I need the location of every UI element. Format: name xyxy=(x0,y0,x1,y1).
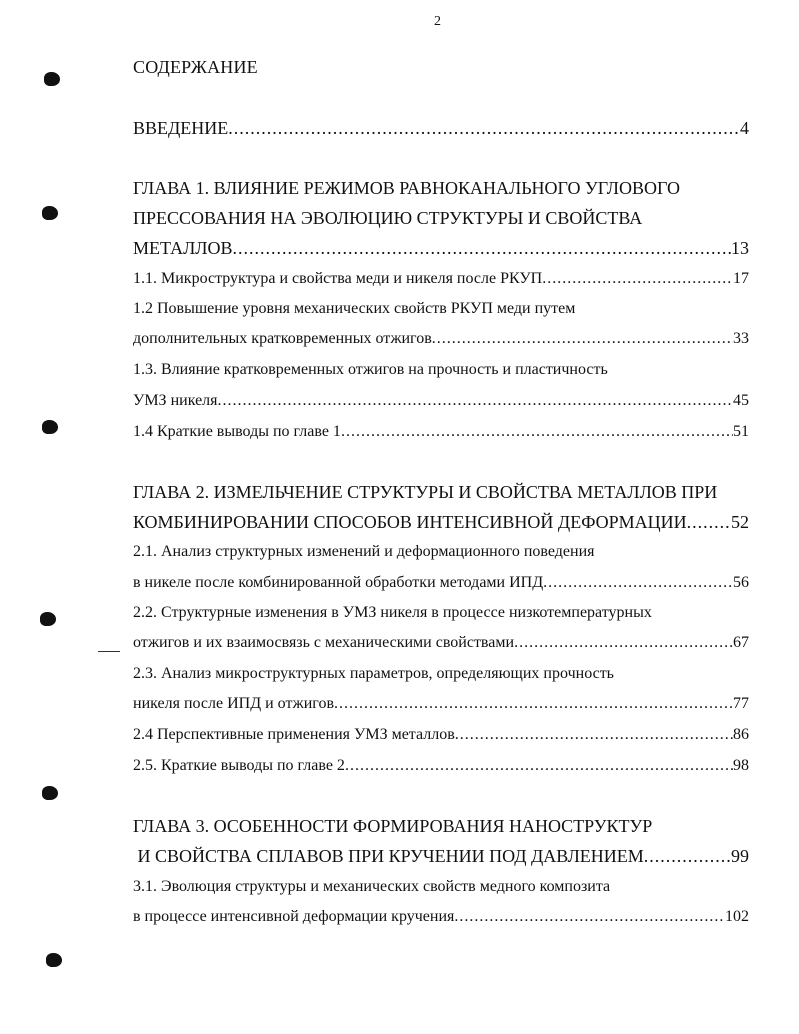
toc-entry-text: 1.3. Влияние кратковременных отжигов на прочность и пластичность xyxy=(133,361,608,378)
toc-entry-text-line xyxy=(133,665,749,683)
toc-entry-text: 2.5. Краткие выводы по главе 2 xyxy=(133,757,345,774)
toc-page-number: 4 xyxy=(740,118,749,138)
toc-page-number: 99 xyxy=(731,846,749,866)
toc-entry-text: 2.2. Структурные изменения в УМЗ никеля в процессе низкотемпературных xyxy=(133,604,652,621)
chapter-heading-text: ПРЕССОВАНИЯ НА ЭВОЛЮЦИЮ СТРУКТУРЫ И СВОЙСТВА xyxy=(133,208,643,228)
toc-page-number: 45 xyxy=(733,392,749,409)
chapter-heading xyxy=(133,178,749,199)
toc-entry-text: никеля после ИПД и отжигов xyxy=(133,695,334,712)
scan-dash xyxy=(98,651,120,652)
toc-entry-text: 2.1. Анализ структурных изменений и деформационного поведения xyxy=(133,543,595,560)
leader-dots xyxy=(455,726,733,744)
toc-entry-text-line xyxy=(133,300,749,318)
toc-entry-text: И СВОЙСТВА СПЛАВОВ ПРИ КРУЧЕНИИ ПОД ДАВЛЕНИЕМ xyxy=(133,846,644,866)
chapter-heading-text: ГЛАВА 3. ОСОБЕННОСТИ ФОРМИРОВАНИЯ НАНОСТРУКТУР xyxy=(133,816,653,836)
toc-entry-2-3[interactable] xyxy=(133,695,749,713)
toc-entry-2-2[interactable] xyxy=(133,634,749,652)
scan-speck xyxy=(40,612,56,626)
scan-speck xyxy=(42,206,58,220)
leader-dots xyxy=(514,634,733,652)
toc-page-number: 51 xyxy=(733,423,749,440)
toc-entry-2-1[interactable] xyxy=(133,574,749,592)
toc-page-number: 17 xyxy=(733,270,749,287)
toc-page-number: 67 xyxy=(733,634,749,651)
toc-entry-text: 1.1. Микроструктура и свойства меди и никеля после РКУП xyxy=(133,270,543,287)
toc-entry-1-1[interactable] xyxy=(133,270,749,288)
toc-entry-intro[interactable] xyxy=(133,118,749,139)
toc-entry-text: УМЗ никеля xyxy=(133,392,218,409)
chapter-heading-text: ГЛАВА 1. ВЛИЯНИЕ РЕЖИМОВ РАВНОКАНАЛЬНОГО УГЛОВОГО xyxy=(133,178,680,198)
toc-entry-chapter3[interactable] xyxy=(133,846,749,867)
toc-entry-2-5[interactable] xyxy=(133,757,749,775)
toc-page-number: 56 xyxy=(733,574,749,591)
toc-page-number: 77 xyxy=(733,695,749,712)
toc-entry-text: отжигов и их взаимосвязь с механическими свойствами xyxy=(133,634,515,651)
toc-page-number: 102 xyxy=(725,908,749,925)
scan-speck xyxy=(42,420,58,434)
leader-dots xyxy=(432,330,733,348)
leader-dots xyxy=(542,270,733,288)
toc-entry-text: 3.1. Эволюция структуры и механических свойств медного композита xyxy=(133,878,611,895)
toc-entry-text: 2.4 Перспективные применения УМЗ металлов xyxy=(133,726,455,743)
toc-entry-text: 2.3. Анализ микроструктурных параметров, определяющих прочность xyxy=(133,665,614,682)
toc-entry-text-line xyxy=(133,604,749,622)
toc-entry-text: КОМБИНИРОВАНИИ СПОСОБОВ ИНТЕНСИВНОЙ ДЕФОРМАЦИИ xyxy=(133,512,687,532)
leader-dots xyxy=(218,392,733,410)
leader-dots xyxy=(454,908,725,926)
page-number: 2 xyxy=(434,14,441,29)
toc-entry-1-2[interactable] xyxy=(133,330,749,348)
toc-entry-chapter2[interactable] xyxy=(133,512,749,533)
toc-entry-text-line xyxy=(133,361,749,379)
toc-title: СОДЕРЖАНИЕ xyxy=(133,57,258,77)
leader-dots xyxy=(543,574,733,592)
toc-entry-text: ВВЕДЕНИЕ xyxy=(133,118,229,138)
scan-speck xyxy=(46,953,62,967)
leader-dots xyxy=(687,512,731,533)
toc-entry-3-1[interactable] xyxy=(133,908,749,926)
toc-entry-text: 1.2 Повышение уровня механических свойств РКУП меди путем xyxy=(133,300,576,317)
toc-page-number: 98 xyxy=(733,757,749,774)
scan-speck xyxy=(44,72,60,86)
toc-entry-1-3[interactable] xyxy=(133,392,749,410)
scan-speck xyxy=(42,786,58,800)
leader-dots xyxy=(644,846,731,867)
toc-entry-text: в процессе интенсивной деформации кручения xyxy=(133,908,455,925)
toc-entry-text: в никеле после комбинированной обработки методами ИПД xyxy=(133,574,544,591)
toc-entry-chapter1[interactable] xyxy=(133,238,749,259)
leader-dots xyxy=(233,238,731,259)
chapter-heading-text: ГЛАВА 2. ИЗМЕЛЬЧЕНИЕ СТРУКТУРЫ И СВОЙСТВА МЕТАЛЛОВ ПРИ xyxy=(133,482,718,502)
toc-entry-text: дополнительных кратковременных отжигов xyxy=(133,330,432,347)
toc-entry-text-line xyxy=(133,543,749,561)
chapter-heading xyxy=(133,482,749,503)
chapter-heading xyxy=(133,208,749,229)
toc-page-number: 33 xyxy=(733,330,749,347)
leader-dots xyxy=(228,118,740,139)
toc-page-number: 13 xyxy=(731,238,749,258)
toc-page-number: 52 xyxy=(731,512,749,532)
leader-dots xyxy=(334,695,733,713)
toc-entry-2-4[interactable] xyxy=(133,726,749,744)
toc-page-number: 86 xyxy=(733,726,749,743)
leader-dots xyxy=(345,757,733,775)
toc-entry-text: МЕТАЛЛОВ xyxy=(133,238,233,258)
toc-entry-text-line xyxy=(133,878,749,896)
leader-dots xyxy=(341,423,733,441)
toc-entry-1-4[interactable] xyxy=(133,423,749,441)
chapter-heading xyxy=(133,816,749,837)
toc-entry-text: 1.4 Краткие выводы по главе 1 xyxy=(133,423,341,440)
